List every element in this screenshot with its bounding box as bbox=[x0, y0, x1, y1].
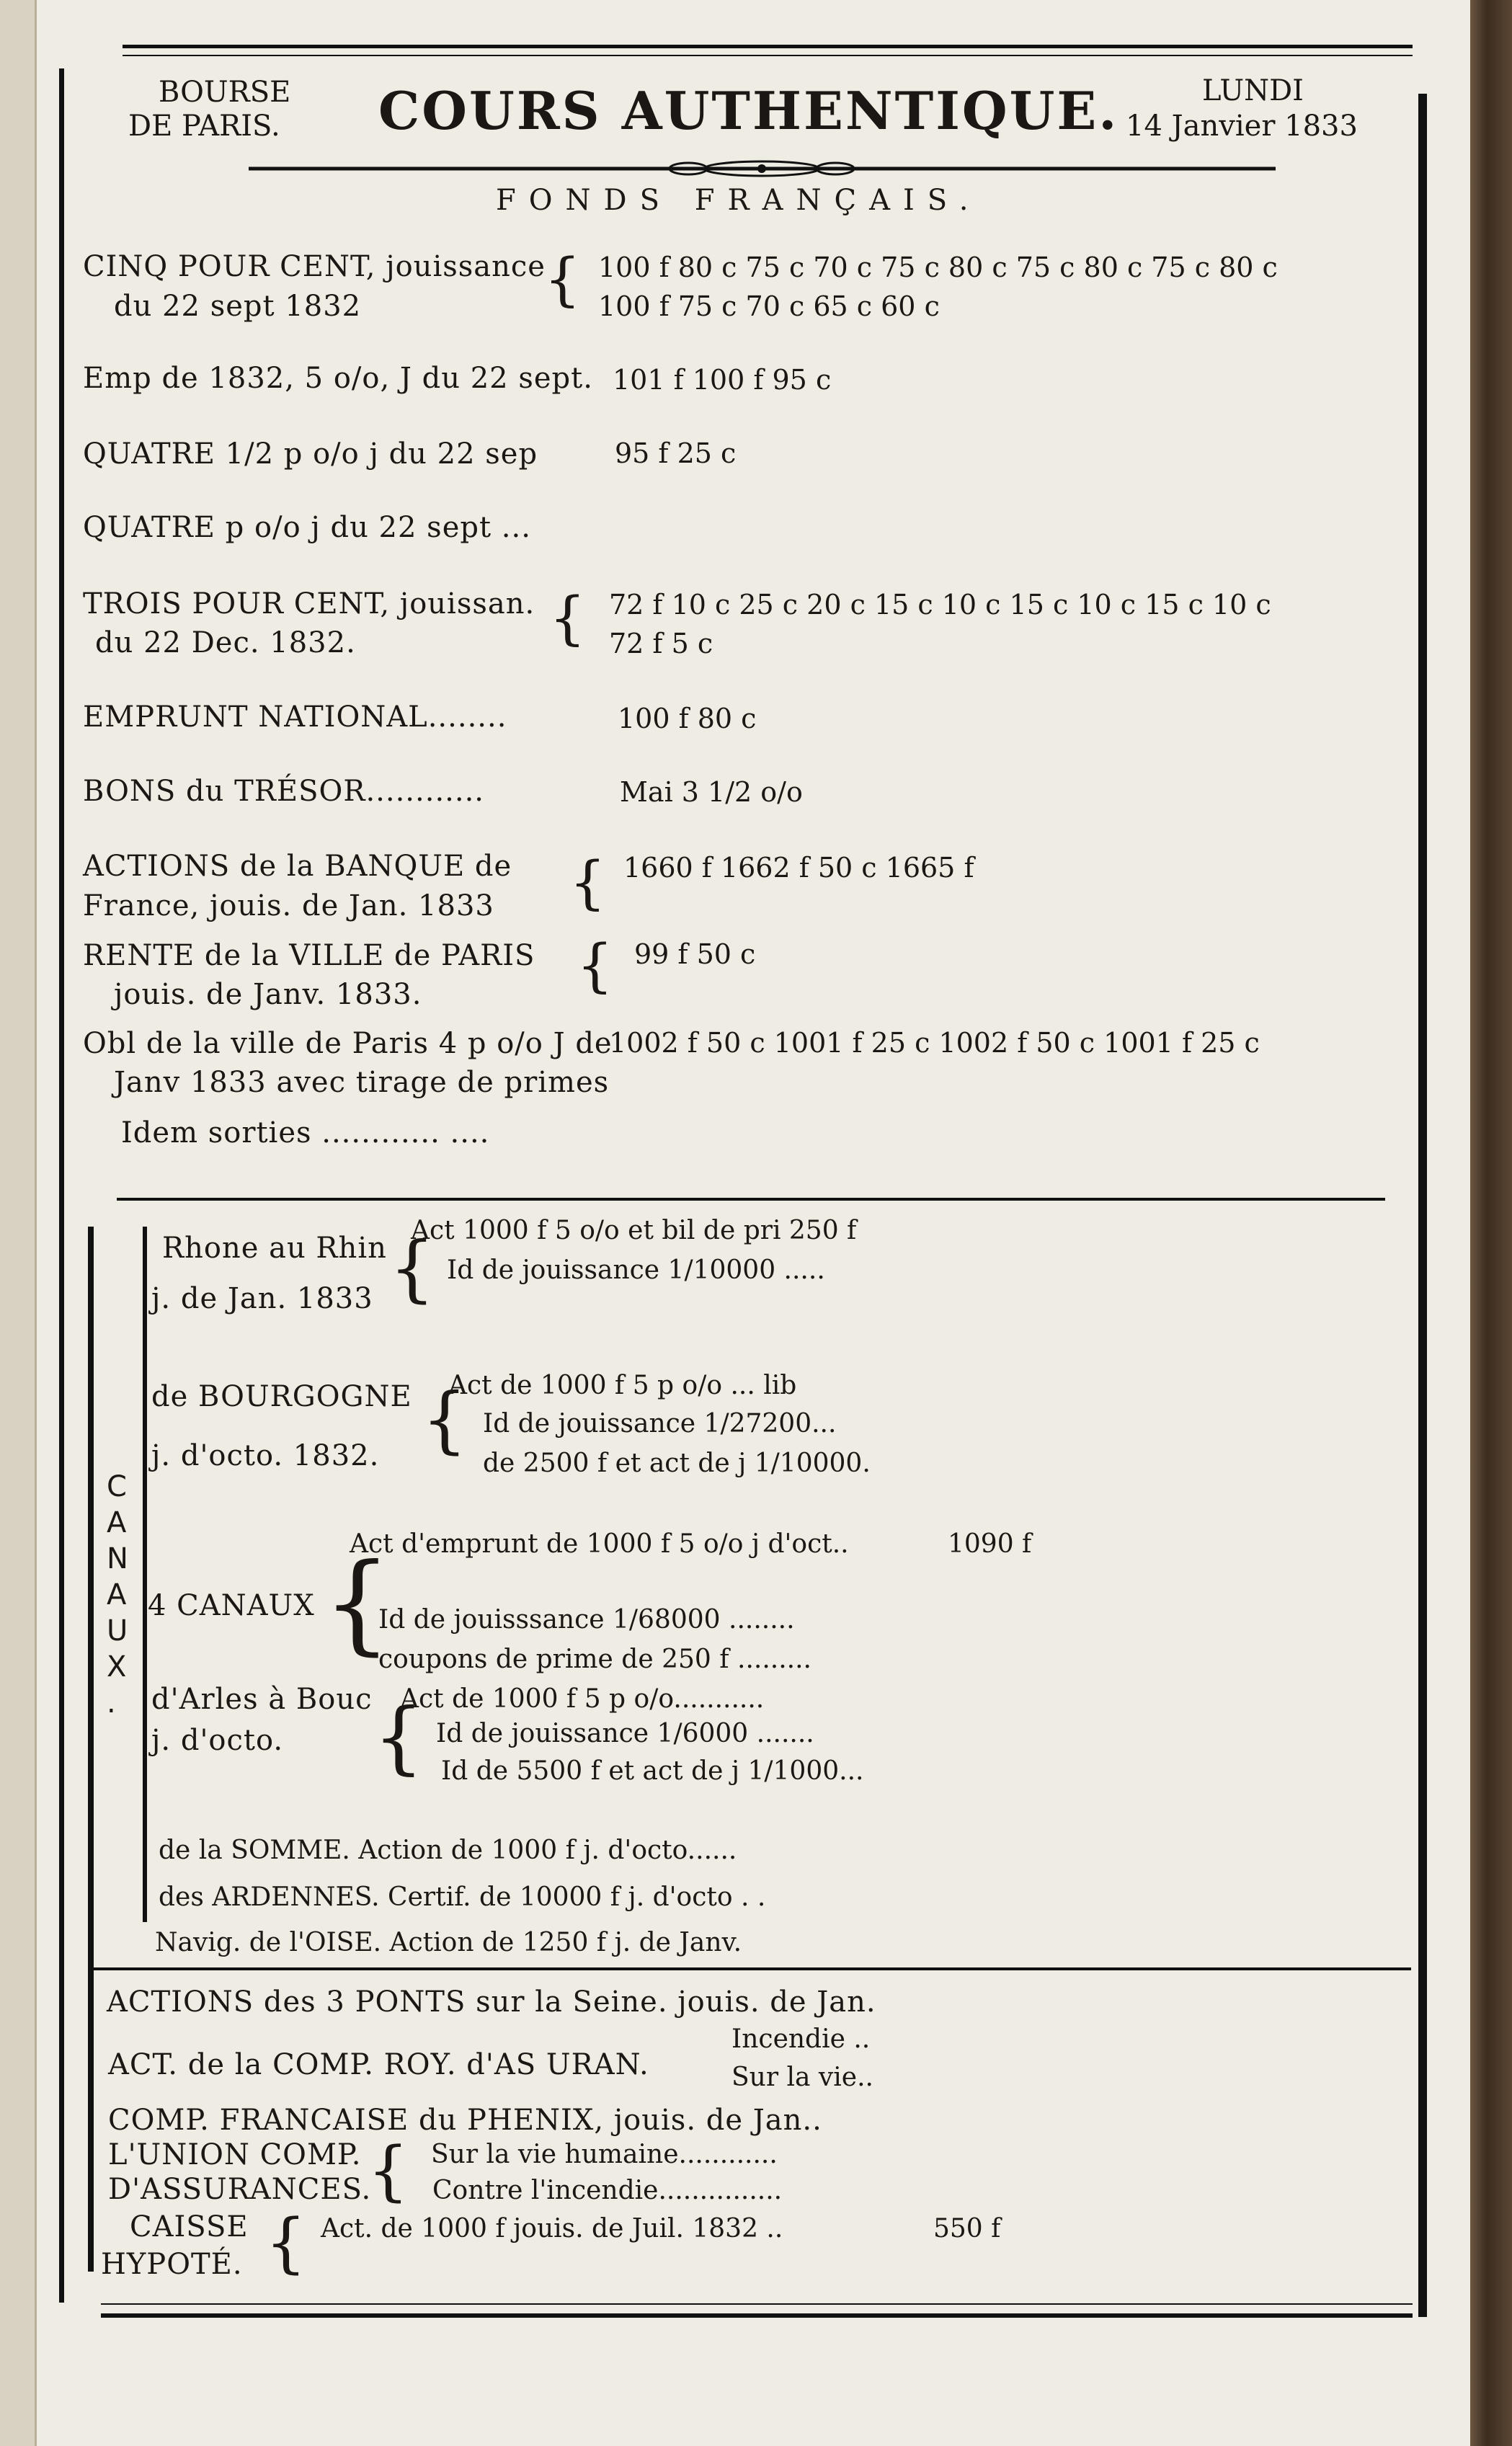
comp-roy-label: ACT. de la COMP. ROY. d'AS URAN. bbox=[108, 2048, 649, 2081]
fonds-label: jouis. de Janv. 1833. bbox=[114, 978, 422, 1011]
fonds-quote: Mai 3 1/2 o/o bbox=[620, 776, 803, 808]
fonds-label: Emp de 1832, 5 o/o, J du 22 sept. bbox=[83, 362, 593, 395]
brace: { bbox=[577, 932, 613, 999]
canal-name: j. de Jan. 1833 bbox=[151, 1282, 373, 1315]
brace: { bbox=[549, 584, 586, 651]
canal-item: Act d'emprunt de 1000 f 5 o/o j d'oct.. bbox=[350, 1529, 849, 1559]
caisse-label: HYPOTÉ. bbox=[101, 2248, 243, 2281]
bottom-rule-thin bbox=[101, 2303, 1413, 2305]
section-divider bbox=[117, 1198, 1385, 1201]
fonds-label: Idem sorties ............ .... bbox=[121, 1116, 490, 1149]
canal-name: de BOURGOGNE bbox=[151, 1380, 412, 1413]
brace: { bbox=[389, 1226, 435, 1310]
fonds-label: Janv 1833 avec tirage de primes bbox=[114, 1066, 610, 1099]
canal-single: Navig. de l'OISE. Action de 1250 f j. de Janv. bbox=[155, 1928, 742, 1957]
fonds-label: QUATRE p o/o j du 22 sept ... bbox=[83, 511, 531, 544]
masthead-day: LUNDI bbox=[1202, 74, 1304, 107]
fonds-quote: 99 f 50 c bbox=[634, 938, 756, 970]
brace: { bbox=[544, 246, 581, 313]
fonds-quote: 100 f 75 c 70 c 65 c 60 c bbox=[598, 290, 940, 322]
caisse-item: Act. de 1000 f jouis. de Juil. 1832 .. bbox=[321, 2214, 783, 2243]
canal-item: Id de 5500 f et act de j 1/1000... bbox=[441, 1756, 864, 1786]
fonds-label: TROIS POUR CENT, jouissan. bbox=[83, 587, 535, 621]
brace: { bbox=[422, 1377, 468, 1462]
fonds-quote: 1660 f 1662 f 50 c 1665 f bbox=[623, 852, 974, 884]
fonds-quote: 100 f 80 c 75 c 70 c 75 c 80 c 75 c 80 c 75 c 80 c bbox=[598, 252, 1278, 283]
fonds-quote: 72 f 10 c 25 c 20 c 15 c 10 c 15 c 10 c 15 c 10 c bbox=[609, 589, 1271, 621]
fonds-label: QUATRE 1/2 p o/o j du 22 sep bbox=[83, 437, 538, 471]
union-label: L'UNION COMP. bbox=[108, 2138, 362, 2171]
frame-inner-left-rule bbox=[88, 1227, 94, 2272]
caisse-price: 550 f bbox=[933, 2214, 1001, 2243]
canal-item: de 2500 f et act de j 1/10000. bbox=[483, 1449, 871, 1478]
brace: { bbox=[373, 1691, 424, 1783]
fonds-label: Obl de la ville de Paris 4 p o/o J de bbox=[83, 1027, 613, 1060]
top-rule-thin bbox=[123, 55, 1413, 56]
frame-right-rule bbox=[1418, 94, 1427, 2317]
canal-item: coupons de prime de 250 f ......... bbox=[378, 1645, 811, 1674]
canaux-side-letter: A bbox=[107, 1506, 127, 1539]
frame-left-rule bbox=[59, 68, 64, 2303]
masthead-date: 14 Janvier 1833 bbox=[1126, 110, 1358, 143]
canal-item: Id de jouissance 1/10000 ..... bbox=[447, 1255, 825, 1285]
union-option: Sur la vie humaine............ bbox=[431, 2140, 778, 2169]
fonds-label: CINQ POUR CENT, jouissance bbox=[83, 250, 546, 283]
masthead-left-line1: BOURSE bbox=[159, 76, 291, 109]
section-divider bbox=[92, 1967, 1411, 1970]
top-rule bbox=[123, 45, 1413, 48]
comp-roy-option: Sur la vie.. bbox=[731, 2063, 873, 2092]
canaux-side-letter: U bbox=[107, 1614, 128, 1647]
canaux-side-letter: N bbox=[107, 1542, 128, 1575]
ornament-rule bbox=[249, 160, 1276, 177]
canal-item: Id de jouissance 1/6000 ....... bbox=[436, 1719, 814, 1748]
book-spine-edge bbox=[1470, 0, 1512, 2446]
brace: { bbox=[368, 2133, 409, 2209]
canaux-side-letter: X bbox=[107, 1650, 127, 1684]
canal-item: Act de 1000 f 5 p o/o ... lib bbox=[448, 1371, 797, 1400]
fonds-label: EMPRUNT NATIONAL........ bbox=[83, 701, 507, 734]
caisse-label: CAISSE bbox=[130, 2210, 249, 2243]
masthead-title: COURS AUTHENTIQUE. bbox=[378, 80, 1119, 141]
canal-name: 4 CANAUX bbox=[148, 1589, 315, 1622]
fonds-label: France, jouis. de Jan. 1833 bbox=[83, 889, 494, 922]
canal-item: Act 1000 f 5 o/o et bil de pri 250 f bbox=[411, 1216, 857, 1245]
fonds-label: BONS du TRÉSOR............ bbox=[83, 775, 485, 808]
brace: { bbox=[569, 849, 606, 916]
canal-name: j. d'octo. 1832. bbox=[151, 1439, 380, 1472]
fonds-label: du 22 sept 1832 bbox=[114, 290, 362, 323]
masthead-left-line2: DE PARIS. bbox=[128, 110, 280, 143]
phenix-row: COMP. FRANCAISE du PHENIX, jouis. de Jan.. bbox=[108, 2104, 822, 2137]
fonds-label: ACTIONS de la BANQUE de bbox=[83, 850, 512, 883]
canal-name: d'Arles à Bouc bbox=[151, 1683, 373, 1716]
fonds-quote: 72 f 5 c bbox=[609, 628, 713, 659]
section-title-fonds-francais: FONDS FRANÇAIS. bbox=[496, 184, 982, 217]
comp-roy-option: Incendie .. bbox=[731, 2024, 871, 2054]
canaux-side-letter: C bbox=[107, 1470, 127, 1503]
book-gutter bbox=[0, 0, 37, 2446]
fonds-quote: 1002 f 50 c 1001 f 25 c 1002 f 50 c 1001 f 25 c bbox=[609, 1027, 1260, 1059]
canal-item: Act de 1000 f 5 p o/o........... bbox=[400, 1684, 765, 1714]
union-option: Contre l'incendie............... bbox=[432, 2176, 783, 2205]
canaux-vertical-rule bbox=[143, 1227, 147, 1922]
canal-name: Rhone au Rhin bbox=[162, 1232, 387, 1265]
fonds-label: du 22 Dec. 1832. bbox=[95, 626, 356, 659]
canal-item: Id de jouisssance 1/68000 ........ bbox=[378, 1605, 795, 1635]
bottom-rule bbox=[101, 2313, 1413, 2318]
canal-item: Id de jouissance 1/27200... bbox=[483, 1409, 837, 1438]
brace: { bbox=[265, 2205, 307, 2281]
canal-single: de la SOMME. Action de 1000 f j. d'octo...... bbox=[159, 1836, 737, 1865]
canaux-side-letter: A bbox=[107, 1578, 127, 1611]
fonds-quote: 100 f 80 c bbox=[618, 703, 757, 734]
fonds-label: RENTE de la VILLE de PARIS bbox=[83, 939, 535, 972]
union-label: D'ASSURANCES. bbox=[108, 2173, 372, 2206]
brace: { bbox=[323, 1541, 392, 1666]
ponts-row: ACTIONS des 3 PONTS sur la Seine. jouis. de Jan. bbox=[107, 1985, 876, 2019]
fonds-quote: 101 f 100 f 95 c bbox=[613, 364, 832, 396]
canal-name: j. d'octo. bbox=[151, 1724, 284, 1757]
canaux-side-letter: . bbox=[107, 1686, 116, 1720]
fonds-quote: 95 f 25 c bbox=[615, 437, 737, 469]
canal-single: des ARDENNES. Certif. de 10000 f j. d'octo . . bbox=[159, 1882, 766, 1912]
canal-price: 1090 f bbox=[948, 1529, 1032, 1559]
